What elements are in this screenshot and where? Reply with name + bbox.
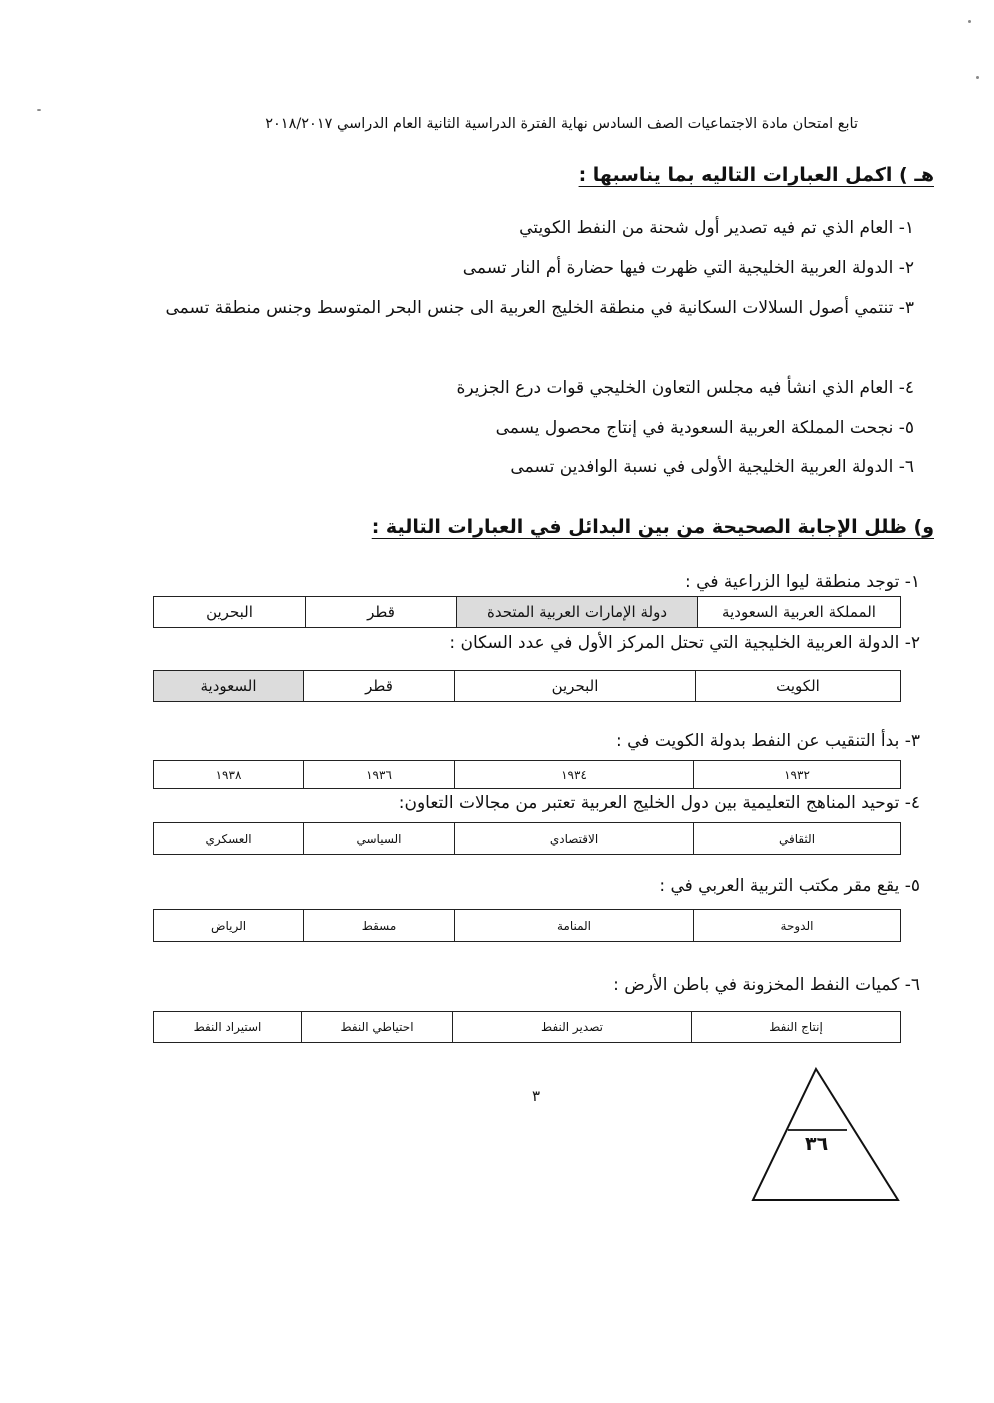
option-uae[interactable]: دولة الإمارات العربية المتحدة <box>457 597 698 628</box>
page-number: ٣ <box>532 1087 541 1105</box>
option-political[interactable]: السياسي <box>304 823 455 855</box>
scan-speck <box>968 20 971 23</box>
option-oil-production[interactable]: إنتاج النفط <box>692 1012 901 1043</box>
fill-item-3: ٣- تنتمي أصول السلالات السكانية في منطقة الخليج العربية الى جنس البحر المتوسط وجنس منطقة تسمى <box>165 298 914 318</box>
option-1936[interactable]: ١٩٣٦ <box>304 761 455 789</box>
mcq-options-6 <box>153 1011 901 1043</box>
mcq-options-2 <box>153 670 901 702</box>
option-riyadh[interactable]: الرياض <box>154 910 304 942</box>
section-h-title: هـ ) اكمل العبارات التاليه بما يناسبها : <box>578 164 934 186</box>
mcq-question-1: ١- توجد منطقة ليوا الزراعية في : <box>685 572 920 592</box>
fill-item-6: ٦- الدولة العربية الخليجية الأولى في نسبة الوافدين تسمى <box>510 457 914 477</box>
exam-header: تابع امتحان مادة الاجتماعيات الصف السادس نهاية الفترة الدراسية الثانية العام الدراسي ٢٠١٨/٢٠١٧ <box>265 116 858 132</box>
fill-item-5: ٥- نجحت المملكة العربية السعودية في إنتاج محصول يسمى <box>495 418 914 438</box>
option-cultural[interactable]: الثقافي <box>694 823 901 855</box>
score-value: ٣٦ <box>805 1133 829 1155</box>
mcq-options-3 <box>153 760 901 789</box>
fill-item-4: ٤- العام الذي انشأ فيه مجلس التعاون الخليجي قوات درع الجزيرة <box>456 378 914 398</box>
mcq-question-5: ٥- يقع مقر مكتب التربية العربي في : <box>659 876 920 896</box>
option-oil-reserve[interactable]: احتياطي النفط <box>302 1012 453 1043</box>
mcq-question-6: ٦- كميات النفط المخزونة في باطن الأرض : <box>613 975 920 995</box>
option-kuwait[interactable]: الكويت <box>696 671 901 702</box>
scan-speck <box>37 109 41 111</box>
option-1938[interactable]: ١٩٣٨ <box>154 761 304 789</box>
mcq-question-2: ٢- الدولة العربية الخليجية التي تحتل المركز الأول في عدد السكان : <box>449 633 920 653</box>
option-saudi[interactable]: المملكة العربية السعودية <box>698 597 901 628</box>
fill-item-2: ٢- الدولة العربية الخليجية التي ظهرت فيها حضارة أم النار تسمى <box>462 258 914 278</box>
option-qatar[interactable]: قطر <box>304 671 455 702</box>
option-bahrain[interactable]: البحرين <box>154 597 306 628</box>
option-oil-import[interactable]: استيراد النفط <box>154 1012 302 1043</box>
option-doha[interactable]: الدوحة <box>694 910 901 942</box>
option-economic[interactable]: الاقتصادي <box>455 823 694 855</box>
scan-speck <box>976 76 979 79</box>
fill-item-1: ١- العام الذي تم فيه تصدير أول شحنة من النفط الكويتي <box>519 218 914 238</box>
mcq-question-3: ٣- بدأ التنقيب عن النفط بدولة الكويت في : <box>615 731 920 751</box>
mcq-question-4: ٤- توحيد المناهج التعليمية بين دول الخليج العربية تعتبر من مجالات التعاون: <box>398 793 920 813</box>
option-manama[interactable]: المنامة <box>455 910 694 942</box>
option-oil-export[interactable]: تصدير النفط <box>453 1012 692 1043</box>
option-bahrain[interactable]: البحرين <box>455 671 696 702</box>
option-1932[interactable]: ١٩٣٢ <box>694 761 901 789</box>
option-muscat[interactable]: مسقط <box>304 910 455 942</box>
option-1934[interactable]: ١٩٣٤ <box>455 761 694 789</box>
option-qatar[interactable]: قطر <box>306 597 457 628</box>
mcq-options-4 <box>153 822 901 855</box>
mcq-options-5 <box>153 909 901 942</box>
mcq-options-1 <box>153 596 901 628</box>
option-saudi[interactable]: السعودية <box>154 671 304 702</box>
section-w-title: و) ظلل الإجابة الصحيحة من بين البدائل في العبارات التالية : <box>371 516 934 538</box>
option-military[interactable]: العسكري <box>154 823 304 855</box>
